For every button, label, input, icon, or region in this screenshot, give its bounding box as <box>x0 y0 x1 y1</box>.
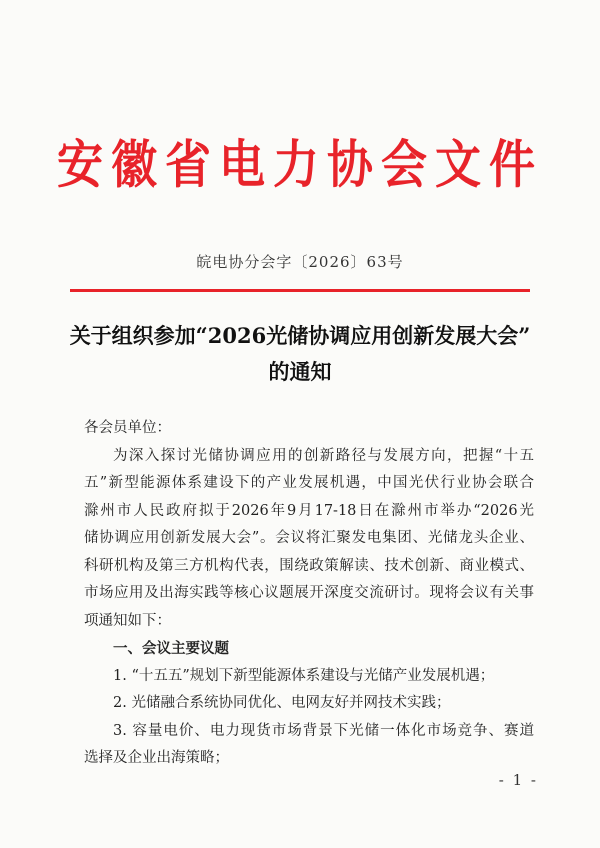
section-heading: 一、会议主要议题 <box>113 640 229 657</box>
topic-item-3-cont: 选择及企业出海策略； <box>84 750 229 766</box>
document-body <box>84 415 534 773</box>
page-number: - 1 - <box>498 771 538 789</box>
issuer-masthead: 安徽省电力协会文件 <box>57 134 543 195</box>
title-line-1: 关于组织参加“2026光储协调应用创新发展大会” <box>69 323 531 348</box>
title-line-2: 的通知 <box>268 359 332 384</box>
intro-line-6: 市场应用及出海实践等核心议题展开深度交流研讨。现将会议有关事 <box>84 585 534 601</box>
intro-line-4: 储协调应用创新发展大会”。会议将汇聚发电集团、光储龙头企业、 <box>84 530 534 546</box>
salutation: 各会员单位： <box>84 420 171 436</box>
document-number: 皖电协分会字〔2026〕63号 <box>196 253 404 271</box>
intro-line-1: 为深入探讨光储协调应用的创新路径与发展方向，把握“十五 <box>113 447 534 464</box>
intro-line-3: 滁州市人民政府拟于2026年9月17-18日在滁州市举办“2026光 <box>84 502 534 519</box>
intro-line-5: 科研机构及第三方机构代表，围绕政策解读、技术创新、商业模式、 <box>84 557 534 574</box>
topic-item-1: 1. “十五五”规划下新型能源体系建设与光储产业发展机遇； <box>113 667 495 684</box>
document-title <box>40 318 560 390</box>
red-divider-rule <box>70 289 530 292</box>
topic-item-2: 2. 光储融合系统协同优化、电网友好并网技术实践； <box>113 695 451 711</box>
intro-line-7: 项通知如下： <box>84 612 171 629</box>
intro-line-2: 五”新型能源体系建设下的产业发展机遇，中国光伏行业协会联合 <box>84 475 534 491</box>
topic-item-3: 3. 容量电价、电力现货市场背景下光储一体化市场竞争、赛道 <box>113 722 534 739</box>
